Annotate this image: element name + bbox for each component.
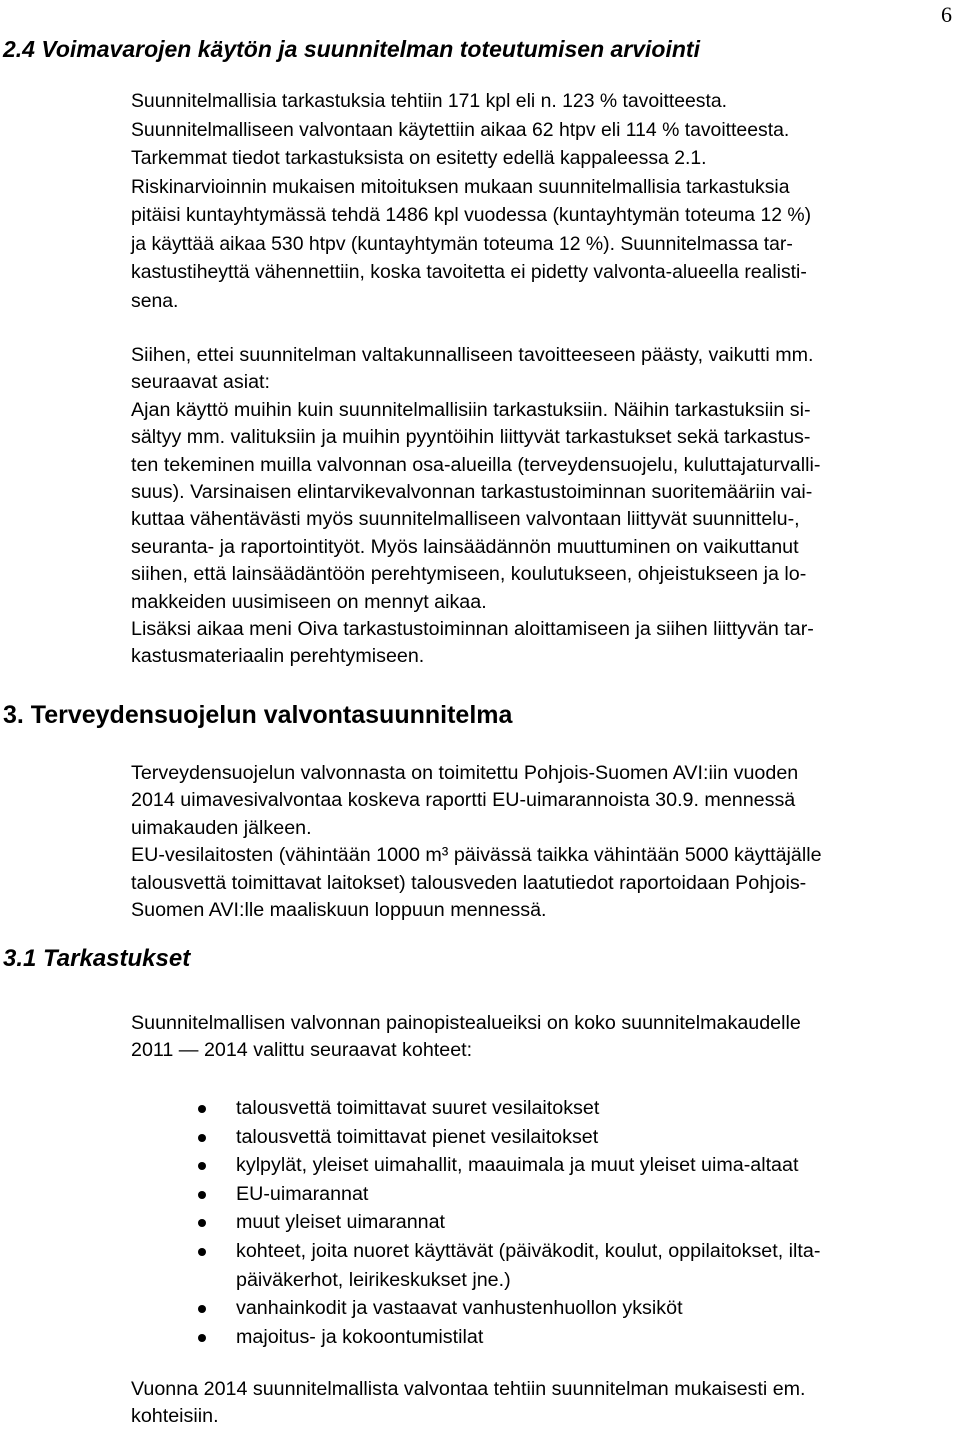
bullet-icon (198, 1105, 206, 1113)
list-item (196, 1323, 956, 1352)
bullet-icon (198, 1248, 206, 1256)
text-line: Vuonna 2014 suunnitelmallista valvontaa tehtiin suunnitelman mukaisesti em. (131, 1378, 806, 1400)
list-item-text: vanhainkodit ja vastaavat vanhustenhuollon yksiköt (236, 1297, 683, 1320)
text-line: kastustiheyttä vähennettiin, koska tavoitetta ei pidetty valvonta-alueella realisti- (131, 261, 807, 283)
text-line: pitäisi kuntayhtymässä tehdä 1486 kpl vuodessa (kuntayhtymän toteuma 12 %) (131, 204, 812, 226)
page-number: 6 (941, 2, 952, 27)
text-line: sältyy mm. valituksiin ja muihin pyyntöihin liittyvät tarkastukset sekä tarkastus- (131, 426, 811, 449)
text-line: siihen, että lainsäädäntöön perehtymiseen, koulutukseen, ohjeistukseen ja lo- (131, 563, 807, 586)
text-line: Suunnitelmalliseen valvontaan käytettiin aikaa 62 htpv eli 114 % tavoitteesta. (131, 118, 790, 141)
text-line: Ajan käyttö muihin kuin suunnitelmallisiin tarkastuksiin. Näihin tarkastuksiin si- (131, 398, 811, 421)
bullet-icon (198, 1134, 206, 1142)
text-line: uimakauden jälkeen. (131, 816, 312, 839)
inspection-targets-list (196, 1094, 956, 1351)
text-line: ja käyttää aikaa 530 htpv (kuntayhtymän toteuma 12 %). Suunnitelmassa tar- (131, 232, 793, 255)
section-heading-2-4: 2.4 Voimavarojen käytön ja suunnitelman toteutumisen arviointi (3, 36, 700, 62)
text-line: Siihen, ettei suunnitelman valtakunnalliseen tavoitteeseen päästy, vaikutti mm. (131, 344, 814, 366)
text-line: Suomen AVI:lle maaliskuun loppuun mennessä. (131, 899, 547, 922)
paragraph-reasons (131, 342, 960, 671)
list-item-text: muut yleiset uimarannat (236, 1211, 446, 1234)
text-line: seuraavat asiat: (131, 371, 270, 394)
text-line: Tarkemmat tiedot tarkastuksista on esitetty edellä kappaleessa 2.1. (131, 147, 707, 169)
list-item (196, 1208, 956, 1237)
text-line: Suunnitelmallisen valvonnan painopistealueiksi on koko suunnitelmakaudelle (131, 1012, 801, 1034)
paragraph-resources (131, 87, 960, 315)
text-line: seuranta- ja raportointityöt. Myös lainsäädännön muuttuminen on vaikuttanut (131, 535, 799, 558)
text-line: EU-vesilaitosten (vähintään 1000 m³ päivässä taikka vähintään 5000 käyttäjälle (131, 844, 822, 867)
text-line: sena. (131, 289, 179, 312)
text-line: kastusmateriaalin perehtymiseen. (131, 645, 425, 668)
list-item (196, 1237, 956, 1294)
list-item (196, 1294, 956, 1323)
list-item-text: talousvettä toimittavat pienet vesilaitokset (236, 1125, 599, 1148)
bullet-icon (198, 1191, 206, 1199)
list-item-text: päiväkerhot, leirikeskukset jne.) (236, 1268, 511, 1291)
bullet-icon (198, 1334, 206, 1342)
paragraph-health-protection (131, 760, 960, 924)
list-item-text: talousvettä toimittavat suuret vesilaitokset (236, 1097, 600, 1119)
bullet-icon (198, 1219, 206, 1227)
text-line: 2011 — 2014 valittu seuraavat kohteet: (131, 1039, 473, 1062)
section-heading-3: 3. Terveydensuojelun valvontasuunnitelma (3, 701, 513, 729)
list-item (196, 1123, 956, 1152)
list-item (196, 1151, 956, 1180)
list-item-text: kylpylät, yleiset uimahallit, maauimala ja muut yleiset uima-altaat (236, 1154, 799, 1177)
section-heading-3-1: 3.1 Tarkastukset (3, 945, 191, 972)
text-line: ten tekeminen muilla valvonnan osa-alueilla (terveydensuojelu, kuluttajaturvalli- (131, 453, 821, 476)
text-line: 2014 uimavesivalvontaa koskeva raportti EU-uimarannoista 30.9. mennessä (131, 789, 796, 812)
text-line: talousvettä toimittavat laitokset) talousveden laatutiedot raportoidaan Pohjois- (131, 871, 807, 894)
text-line: Suunnitelmallisia tarkastuksia tehtiin 171 kpl eli n. 123 % tavoitteesta. (131, 90, 728, 112)
text-line: makkeiden uusimiseen on mennyt aikaa. (131, 590, 487, 613)
text-line: Terveydensuojelun valvonnasta on toimitettu Pohjois-Suomen AVI:iin vuoden (131, 762, 799, 784)
paragraph-closing (131, 1376, 960, 1431)
bullet-icon (198, 1305, 206, 1313)
text-line: kuttaa vähentävästi myös suunnitelmalliseen valvontaan liittyvät suunnittelu-, (131, 508, 800, 531)
text-line: Riskinarvioinnin mukaisen mitoituksen mukaan suunnitelmallisia tarkastuksia (131, 175, 790, 198)
bullet-icon (198, 1162, 206, 1170)
list-item-text: majoitus- ja kokoontumistilat (236, 1325, 484, 1348)
text-line: suus). Varsinaisen elintarvikevalvonnan tarkastustoiminnan suoritemääriin vai- (131, 481, 813, 504)
list-item (196, 1180, 956, 1209)
text-line: kohteisiin. (131, 1405, 219, 1428)
paragraph-inspections-intro (131, 1010, 960, 1065)
list-item (196, 1094, 956, 1123)
list-item-text: kohteet, joita nuoret käyttävät (päiväkodit, koulut, oppilaitokset, ilta- (236, 1239, 821, 1262)
list-item-text: EU-uimarannat (236, 1182, 369, 1205)
text-line: Lisäksi aikaa meni Oiva tarkastustoiminnan aloittamiseen ja siihen liittyvän tar- (131, 618, 814, 641)
